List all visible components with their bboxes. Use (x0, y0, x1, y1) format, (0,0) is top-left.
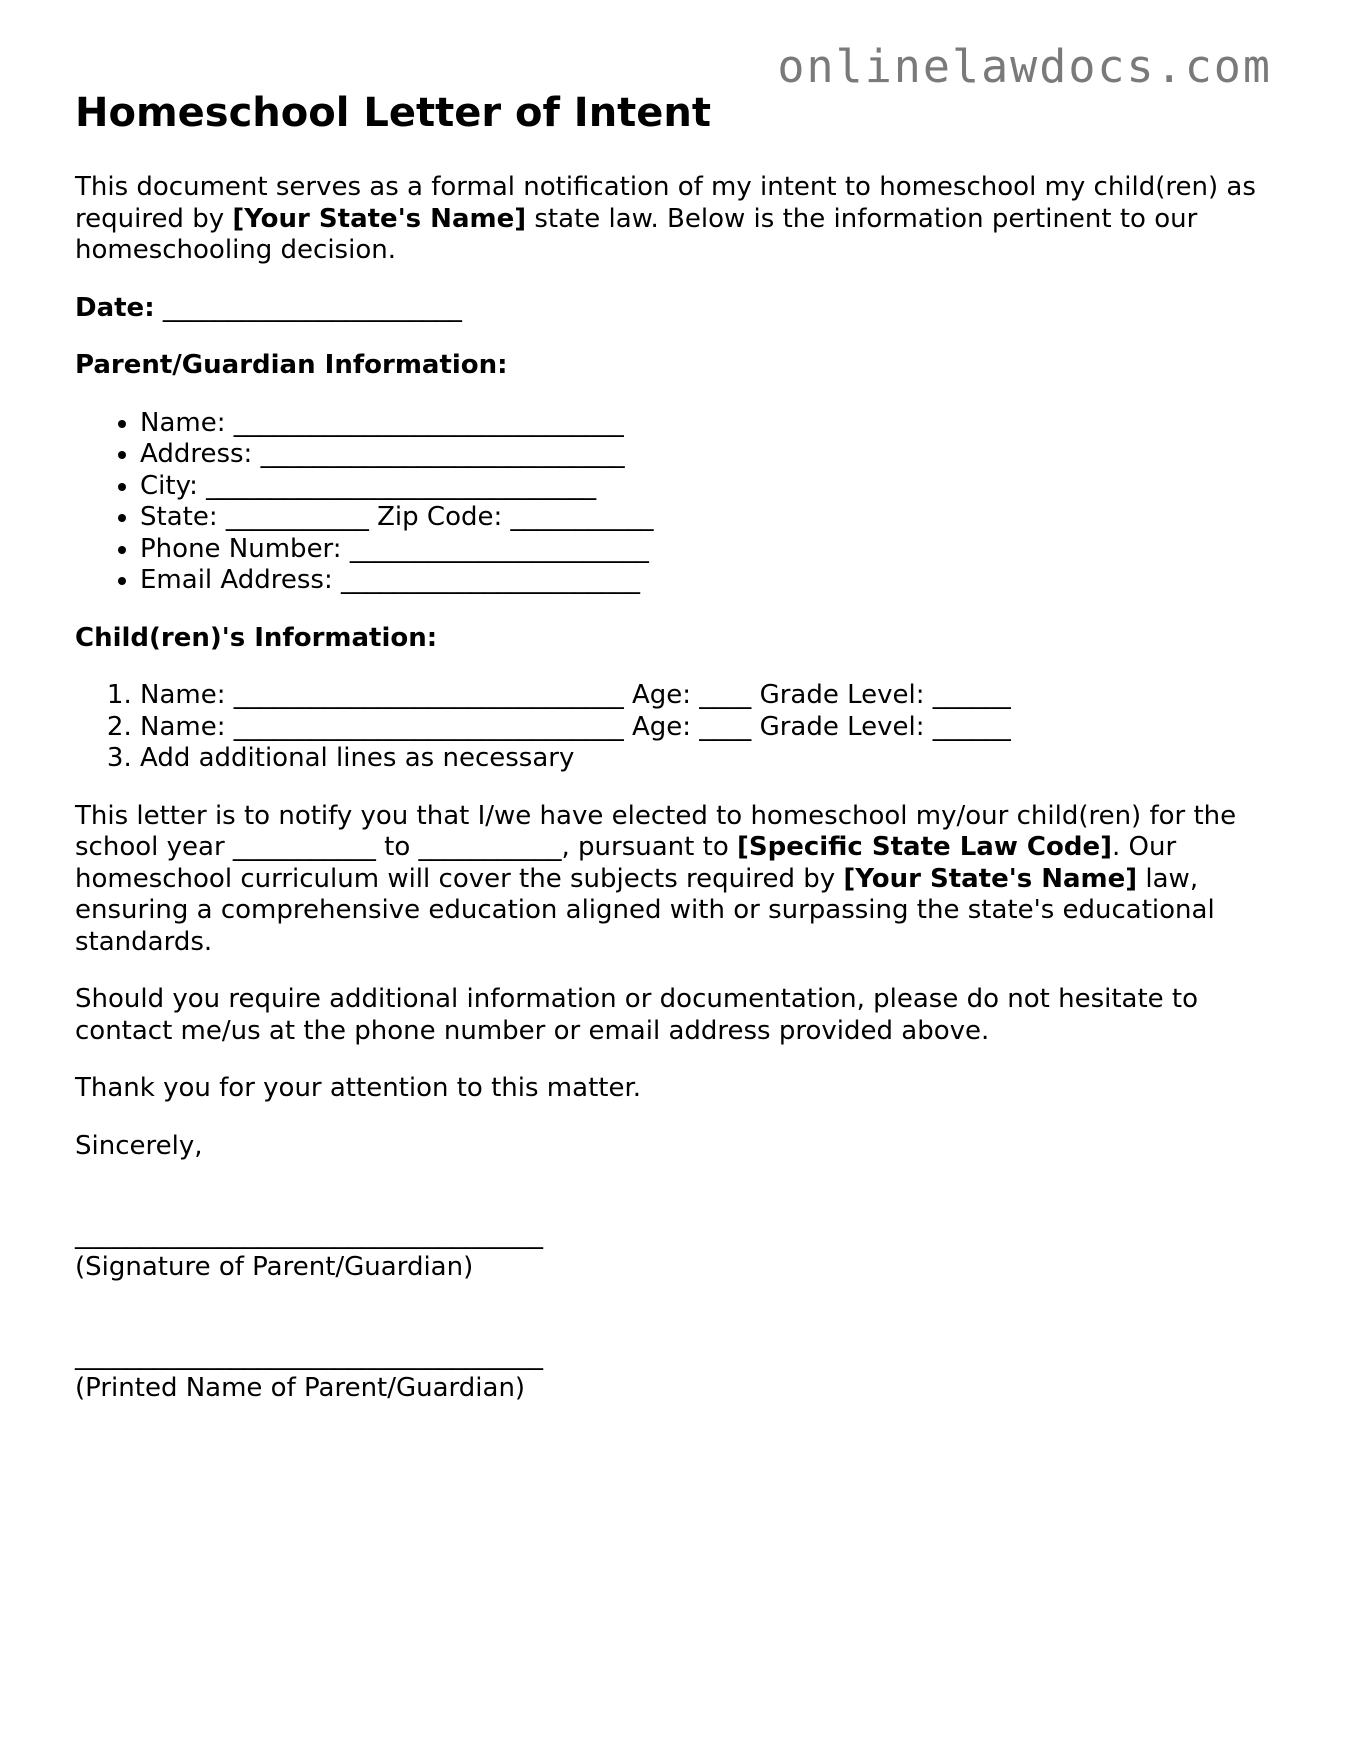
additional-lines-item: 3. Add additional lines as necessary (140, 743, 1295, 775)
parent-info-list (75, 408, 1295, 597)
children-info-list (75, 680, 1295, 775)
intro-text-1: This document serves as a formal notification of my intent to homeschool my child(ren) as required by (75, 172, 1256, 234)
parent-state-zip-item: • State: ___________ Zip Code: ___________ (140, 502, 1295, 534)
signature-block (75, 1220, 1295, 1283)
state-name-placeholder-2: [Your State's Name] (843, 863, 1138, 894)
signature-label: (Signature of Parent/Guardian) (75, 1251, 474, 1282)
signature-spacer (75, 1188, 1295, 1220)
parent-email-item: • Email Address: _______________________ (140, 565, 1295, 597)
printed-name-spacer (75, 1309, 1295, 1341)
thanks-paragraph: Thank you for your attention to this matter. (75, 1073, 642, 1103)
law-code-placeholder: [Specific State Law Code] (736, 832, 1112, 862)
parent-phone-item: • Phone Number: _______________________ (140, 534, 1295, 566)
parent-city-item: • City: ______________________________ (140, 471, 1295, 503)
printed-name-block (75, 1341, 1295, 1404)
contact-paragraph: Should you require additional information or documentation, please do not hesitate to contact me/us at the phone number or email address provided above. (75, 984, 1199, 1046)
notification-text-1: This letter is to notify you that I/we have elected to homeschool my/our child(ren) for the school year ___________ to ___________, pursuant to (75, 800, 1237, 862)
date-line (75, 293, 1295, 325)
signature-line: ____________________________________ (75, 1220, 543, 1250)
notification-paragraph (75, 801, 1295, 959)
document-title: Homeschool Letter of Intent (75, 90, 712, 136)
notification-text-2: . Our homeschool curriculum will cover the subjects required by (75, 832, 1177, 894)
intro-paragraph (75, 172, 1295, 267)
children-section-heading: Child(ren)'s Information: (75, 622, 438, 653)
date-label: Date: (75, 292, 155, 323)
child-2-item: 2. Name: ______________________________ Age: ____ Grade Level: ______ (140, 712, 1295, 744)
watermark: onlinelawdocs.com (777, 40, 1272, 93)
date-blank: _______________________ (162, 292, 462, 323)
printed-name-line: ____________________________________ (75, 1341, 543, 1371)
intro-text-2: state law. Below is the information pertinent to our homeschooling decision. (75, 203, 1198, 265)
parent-section-heading: Parent/Guardian Information: (75, 350, 508, 380)
parent-address-item: • Address: ____________________________ (140, 439, 1295, 471)
state-name-placeholder: [Your State's Name] (232, 203, 527, 234)
printed-name-label: (Printed Name of Parent/Guardian) (75, 1372, 526, 1403)
child-1-item: 1. Name: ______________________________ Age: ____ Grade Level: ______ (140, 680, 1295, 712)
document-page (75, 88, 1295, 1430)
closing: Sincerely, (75, 1130, 203, 1161)
parent-name-item: • Name: ______________________________ (140, 408, 1295, 440)
notification-text-3: law, ensuring a comprehensive education aligned with or surpassing the state's educational standards. (75, 863, 1215, 957)
